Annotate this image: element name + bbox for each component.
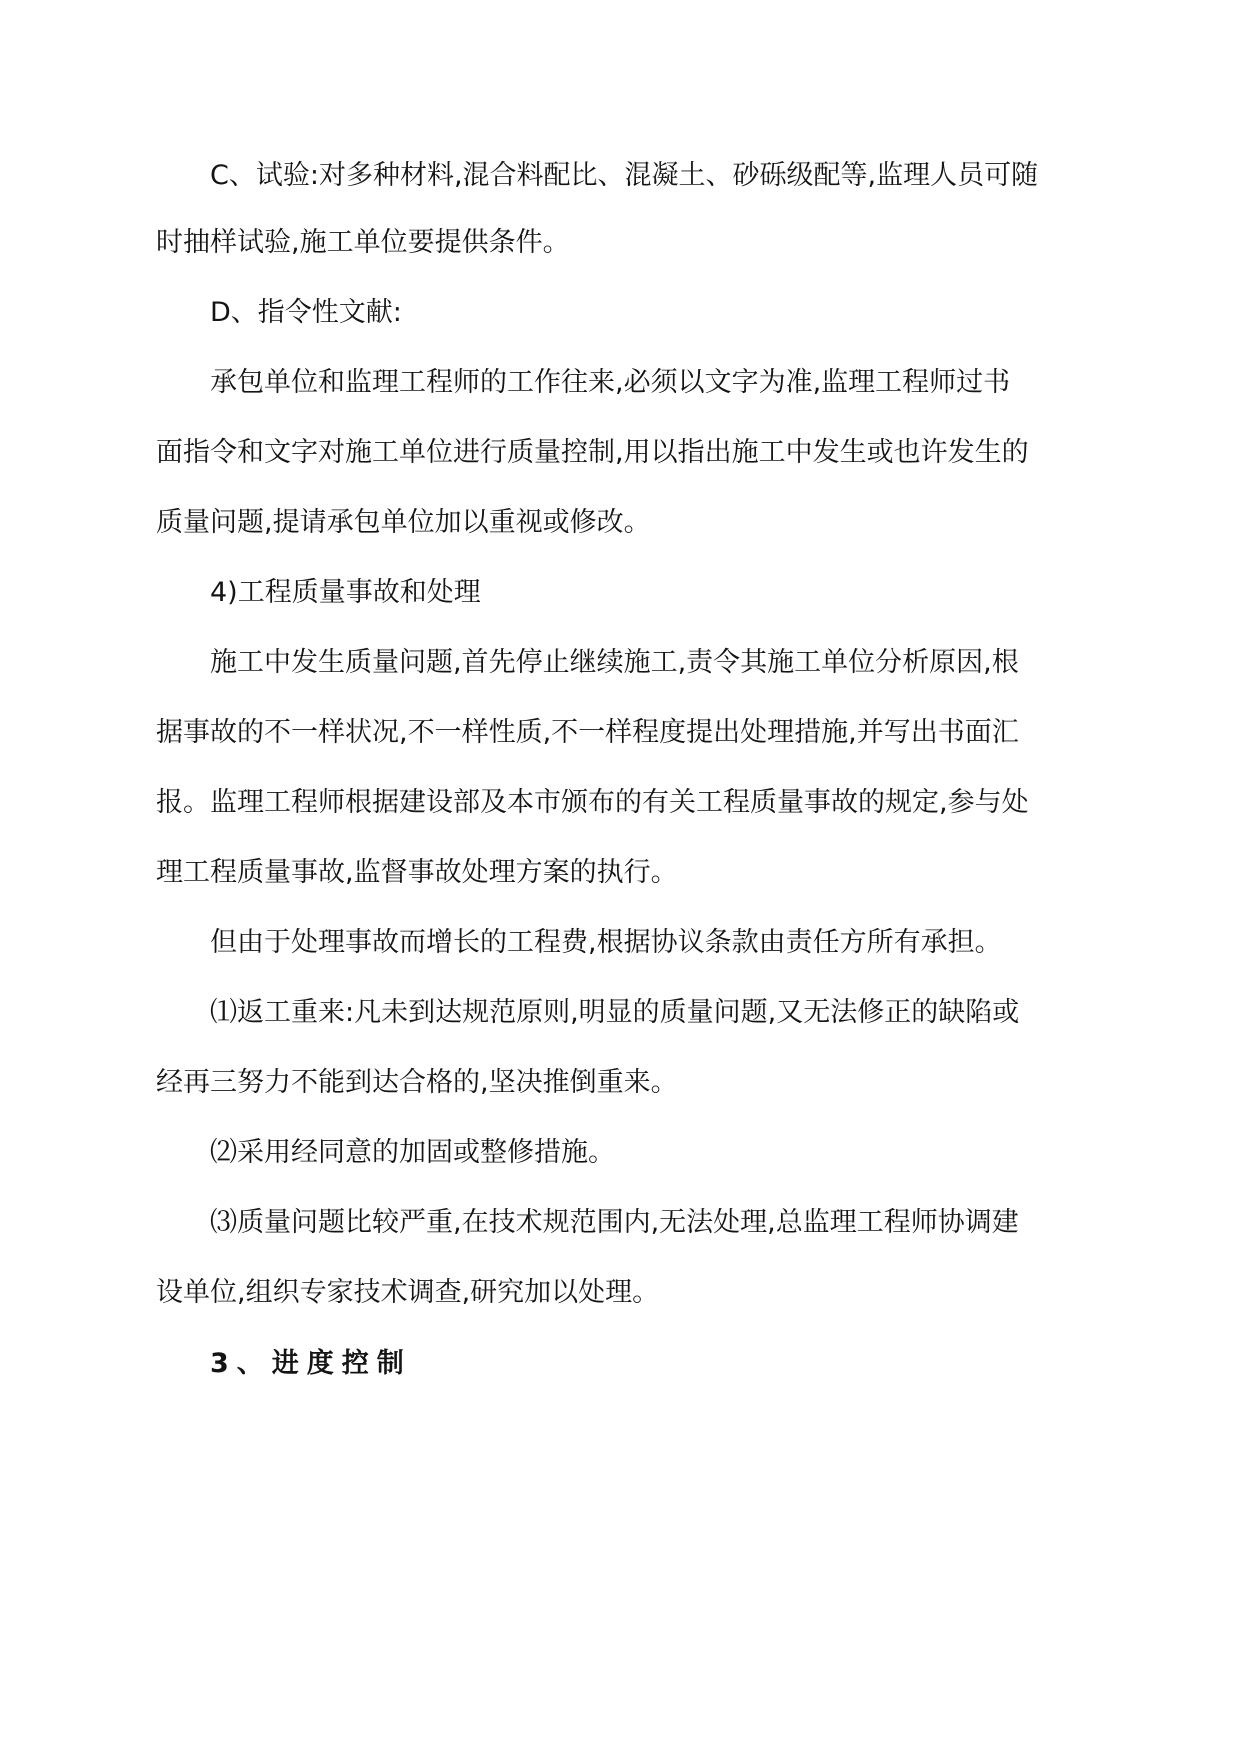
paragraph-line: C、试验:对多种材料,混合料配比、混凝土、砂砾级配等,监理人员可随: [210, 160, 1039, 191]
paragraph-line: 承包单位和监理工程师的工作往来,必须以文字为准,监理工程师过书: [210, 367, 1011, 398]
list-item-line: 设单位,组织专家技术调查,研究加以处理。: [156, 1277, 660, 1308]
list-item-line: ⑶质量问题比较严重,在技术规范围内,无法处理,总监理工程师协调建: [210, 1207, 1019, 1238]
paragraph-line: 理工程质量事故,监督事故处理方案的执行。: [156, 857, 678, 888]
paragraph-line: 面指令和文字对施工单位进行质量控制,用以指出施工中发生或也许发生的: [156, 437, 1029, 468]
paragraph-line: 质量问题,提请承包单位加以重视或修改。: [156, 507, 651, 538]
paragraph-line: 时抽样试验,施工单位要提供条件。: [156, 227, 570, 258]
paragraph-line: 报。监理工程师根据建设部及本市颁布的有关工程质量事故的规定,参与处: [156, 787, 1029, 818]
paragraph-line: D、指令性文献:: [210, 297, 402, 328]
list-item-line: ⑵采用经同意的加固或整修措施。: [210, 1137, 615, 1168]
paragraph-line: 施工中发生质量问题,首先停止继续施工,责令其施工单位分析原因,根: [210, 647, 1019, 678]
paragraph-line: 但由于处理事故而增长的工程费,根据协议条款由责任方所有承担。: [210, 927, 1002, 958]
list-item-line: ⑴返工重来:凡未到达规范原则,明显的质量问题,又无法修正的缺陷或: [210, 997, 1020, 1028]
section-subheading: 4)工程质量事故和处理: [210, 577, 481, 608]
paragraph-line: 据事故的不一样状况,不一样性质,不一样程度提出处理措施,并写出书面汇: [156, 717, 1019, 748]
list-item-line: 经再三努力不能到达合格的,坚决推倒重来。: [156, 1067, 678, 1098]
section-heading: 3、进度控制: [210, 1348, 412, 1379]
